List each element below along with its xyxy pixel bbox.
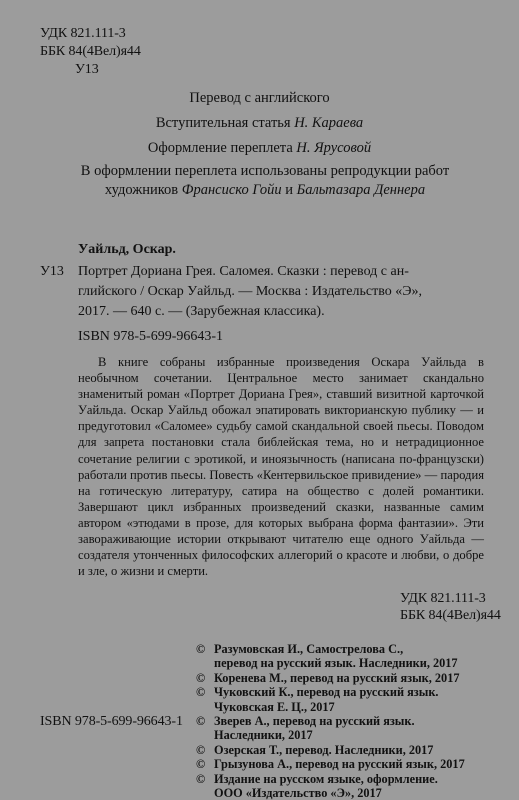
- copyright-symbol: ©: [196, 670, 206, 685]
- copyright-item: © Издание на русском языке, оформление. ООО «Издательство «Э», 2017: [196, 771, 438, 800]
- cover-note-line2: художников Франсиско Гойи и Бальтазара Деннера: [104, 182, 426, 198]
- copyright-symbol: ©: [196, 771, 206, 786]
- cover-note-line1: В оформлении переплета использованы репродукции работ: [80, 163, 450, 179]
- annotation: В книге собраны избранные произведения Оскара Уайльда в необычном сочетании. Центральное место занимает скандально знаменитый роман «Портрет Дориана Грея», ставший визитной карточкой Уайльда. Оскар Уайльд обожал эпатировать викторианскую публику — и предуготовил «Саломее» судьбу самой скандальной своей пьесы. Поводом для запрета постановки стала библейская тема, но и нетрадиционное сочетание религии с эротикой, и иноязычность (написана по-французски) работали против пьесы. Повесть «Кентервильское привидение» — пародия на готическую литературу, сатира на общество с долей романтики. Завершают цикл избранных произведений сказки, названные самим автором «этюдами в прозе, для которых выбрана форма фантазии». Эти завораживающие истории открывают читателю еще одного Уайльда — создателя утонченных философских аллегорий о красоте и любви, о добре и зле, о жизни и смерти.: [78, 355, 484, 579]
- copyright-list: [196, 642, 496, 800]
- copyright-symbol: ©: [196, 714, 206, 729]
- copyright-item: © Озерская Т., перевод. Наследники, 2017: [196, 742, 434, 757]
- copyright-item: © Грызунова А., перевод на русский язык, 2017: [196, 757, 465, 772]
- cover-label: Оформление переплета: [147, 140, 293, 156]
- cover-note: [50, 162, 480, 200]
- artist-denner: Бальтазара Деннера: [296, 182, 426, 198]
- copyright-item: © Коренева М., перевод на русский язык, 2017: [196, 670, 460, 685]
- copyright-symbol: ©: [196, 642, 206, 656]
- artist-goya: Франсиско Гойи: [181, 182, 282, 198]
- copyright-item: © Зверев А., перевод на русский язык. Наследники, 2017: [196, 714, 415, 743]
- isbn-bottom: ISBN 978-5-699-96643-1: [40, 714, 183, 729]
- cover-credit: [0, 140, 519, 157]
- catalog-line-3: 2017. — 640 с. — (Зарубежная классика).: [78, 304, 325, 319]
- cover-author: Н. Ярусовой: [296, 140, 372, 156]
- copyright-symbol: ©: [196, 742, 206, 757]
- udk-code: УДК 821.111-3: [40, 26, 126, 41]
- copyright-item: © Разумовская И., Самострелова С., перевод на русский язык. Наследники, 2017: [196, 642, 458, 671]
- copyright-symbol: ©: [196, 685, 206, 700]
- translation-credit: Перевод с английского: [189, 90, 330, 106]
- catalog-line-2: глийского / Оскар Уайльд. — Москва : Издательство «Э»,: [78, 284, 422, 299]
- copyright-item: © Чуковский К., перевод на русский язык. Чуковская Е. Ц., 2017: [196, 685, 439, 714]
- bottom-bbk: ББК 84(4Вел)я44: [400, 608, 501, 623]
- catalog-isbn: ISBN 978-5-699-96643-1: [78, 329, 224, 344]
- copyright-symbol: ©: [196, 757, 206, 772]
- author-sign: У13: [75, 62, 99, 77]
- catalog-author-heading: Уайльд, Оскар.: [78, 242, 176, 257]
- catalog-sign: У13: [40, 264, 64, 279]
- intro-author: Н. Караева: [294, 115, 364, 131]
- bottom-udk: УДК 821.111-3: [400, 591, 486, 606]
- catalog-line-1: Портрет Дориана Грея. Саломея. Сказки : перевод с ан-: [78, 264, 409, 279]
- intro-credit: [0, 115, 519, 132]
- bbk-code: ББК 84(4Вел)я44: [40, 44, 141, 59]
- intro-label: Вступительная статья: [155, 115, 291, 131]
